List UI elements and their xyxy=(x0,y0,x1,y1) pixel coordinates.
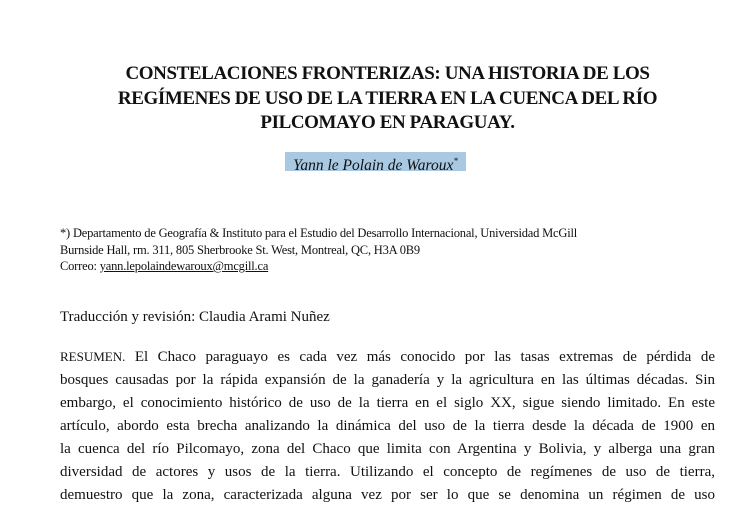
affiliation-line: *) Departamento de Geografía & Instituto para el Estudio del Desarrollo Internacional, Universidad McGill xyxy=(60,226,578,240)
author-name: Yann le Polain de Waroux xyxy=(293,157,454,175)
document-title xyxy=(60,62,715,136)
title-line: PILCOMAYO EN PARAGUAY. xyxy=(260,112,515,133)
abstract-label: RESUMEN. xyxy=(60,349,126,364)
abstract-line: la cuenca del río Pilcomayo, zona del Chaco que limita con Argentina y Bolivia, y alberga una gran xyxy=(60,441,715,457)
affiliation-block xyxy=(60,225,577,275)
author-footnote-mark: * xyxy=(453,156,458,166)
abstract xyxy=(60,345,715,507)
abstract-line: diversidad de actores y usos de la tierra. Utilizando el concepto de regímenes de uso de tierra, xyxy=(60,464,715,480)
abstract-text: El Chaco paraguayo es cada vez más conocido por las tasas extremas de pérdida de xyxy=(125,349,715,365)
email-line xyxy=(60,258,577,275)
abstract-line: bosques causadas por la rápida expansión de la ganadería y la agricultura en las últimas décadas. Sin xyxy=(60,372,715,388)
abstract-line xyxy=(60,345,715,369)
email-label: Correo: xyxy=(60,259,100,273)
abstract-line: demuestro que la zona, caracterizada alguna vez por ser lo que se denomina un régimen de uso xyxy=(60,487,715,503)
translation-credit: Traducción y revisión: Claudia Arami Nuñez xyxy=(60,309,330,325)
author-name-highlighted[interactable] xyxy=(285,152,466,175)
title-line: CONSTELACIONES FRONTERIZAS: UNA HISTORIA DE LOS xyxy=(125,63,650,84)
address-line: Burnside Hall, rm. 311, 805 Sherbrooke St. West, Montreal, QC, H3A 0B9 xyxy=(60,242,420,257)
title-line: REGÍMENES DE USO DE LA TIERRA EN LA CUENCA DEL RÍO xyxy=(117,87,658,109)
email-link[interactable]: yann.lepolaindewaroux@mcgill.ca xyxy=(99,259,269,273)
abstract-line: artículo, abordo esta brecha analizando la dinámica del uso de la tierra desde la década de 1900 en xyxy=(60,418,715,434)
abstract-line: embargo, el conocimiento histórico de uso de la tierra en el siglo XX, sigue siendo limitado. En este xyxy=(60,395,715,411)
